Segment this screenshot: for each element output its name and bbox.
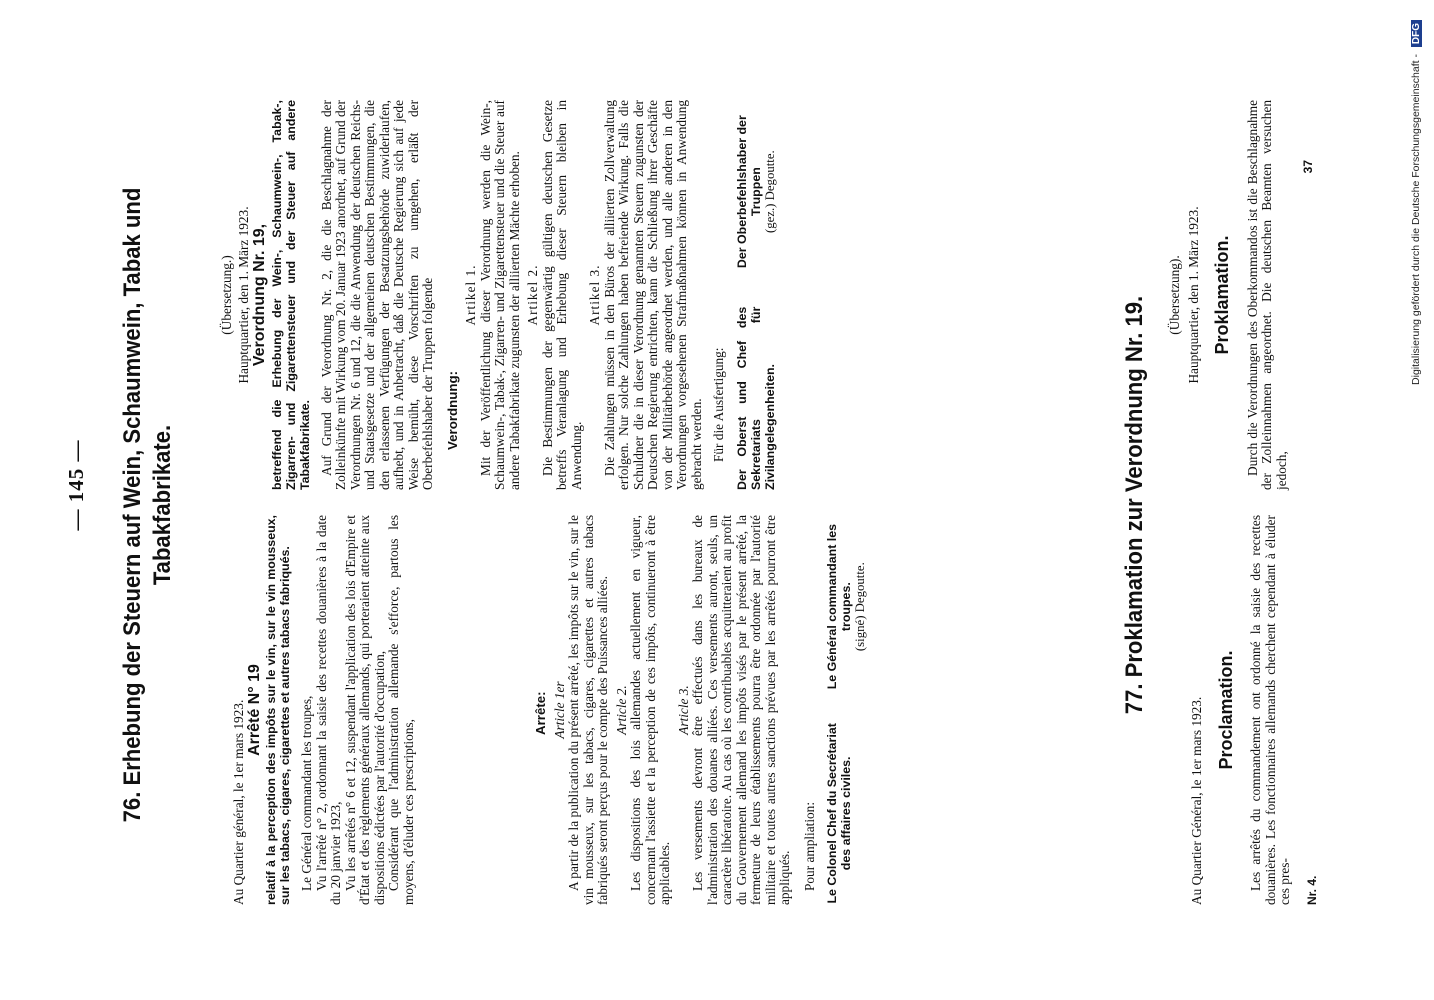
- fr-paragraph: Le Général commandant les troupes,: [299, 695, 314, 891]
- footer-right: 37: [1301, 160, 1315, 174]
- de-verordnung-label: Verordnung:: [444, 370, 460, 450]
- de-77-paragraph: Durch die Verordnungen des Oberkommandos ist die Beschlagnahme der Zolleinnahmen angeordnet. Die deutschen Beamten versuchen jedoch,: [1244, 100, 1289, 490]
- section-76-title: 76. Erhebung der Steuern auf Wein, Schaumwein, Tabak und Tabakfabrikate.: [119, 187, 176, 823]
- fr-article-1-text: A partir de la publication du présent arrêté, les impôts sur le vin, sur le vin mousseux, sur les tabacs, cigares, cigarettes et autres tabacs fabriqués seront perçus pour le compte des Puissances alliées.: [566, 515, 610, 905]
- section-77-german-column: [1168, 100, 1316, 490]
- section-77-french-column: [1168, 515, 1319, 905]
- fr-signature-left: Le Colonel Chef du Secrétariat des affaires civiles.: [825, 723, 853, 904]
- fr-article-1-title: Article 1er: [551, 681, 567, 739]
- digitization-credit: [1410, 20, 1422, 980]
- de-77-hq-date: Hauptquartier, den 1. März 1923.: [1185, 206, 1201, 384]
- de-77-translation-note: (Übersetzung).: [1167, 255, 1182, 335]
- de-signature-right: [735, 100, 777, 283]
- fr-subject: relatif à la perception des impôts sur le vin, sur le vin mousseux, sur les tabacs, cigares, cigarettes et autres tabacs fabriqués.: [264, 515, 292, 905]
- de-paragraph: Auf Grund der Verordnung Nr. 2, die die Beschlagnahme der Zolleinkünfte mit Wirkung vom 20. Januar 1923 anordnet, auf Grund der Verordnungen Nr. 6 und 12, die die Anwendung der deutschen Reichs- und Staatsgesetze und der allgemeinen deutschen Bestimmungen, die den erlassenen Verfügungen der Besatzungsbehörde zuwiderlaufen, aufhebt, und in Anbetracht, daß die Deutsche Regierung sich auf jede Weise bemüht, diese Vorschriften zu umgehen, erläßt der Oberbefehlshaber der Truppen folgende: [318, 100, 435, 490]
- credit-text: Digitalisierung gefördert durch die Deutsche Forschungsgemeinschaft -: [1410, 54, 1422, 385]
- fr-proclamation-heading: Proclamation.: [1215, 650, 1236, 770]
- fr-hq-date: Au Quartier général, le 1er mars 1923.: [231, 699, 246, 905]
- section-76-french-column: [220, 515, 867, 905]
- de-article-1-title: Artikel 1.: [463, 264, 478, 326]
- de-article-3-text: Die Zahlungen müssen in den Büros der alliierten Zollverwaltung erfolgen. Nur solche Zahlungen haben befreiende Wirkung. Falls die Schuldner die in dieser Verordnung genannten Steuern zugunsten der Deutschen Regierung entrichten, kann die Schließung ihrer Geschäfte von der Militärbehörde angeordnet werden, und alle anderen in den Verordnungen vorgesehenen Strafmaßnahmen können in Anwendung gebracht werden.: [601, 100, 704, 490]
- de-proklamation-heading: Proklamation.: [1212, 235, 1232, 355]
- fr-article-2-title: Article 2.: [613, 685, 629, 735]
- de-signature-commander: Der Oberbefehlshaber der Truppen: [734, 115, 763, 269]
- fr-77-hq-date: Au Quartier Général, le 1er mars 1923.: [1189, 696, 1204, 905]
- de-signature-left: Der Oberst und Chef des Sekretariats für Zivilangelegenheiten.: [734, 306, 777, 490]
- de-ausfertigung: Für die Ausfertigung:: [711, 347, 726, 462]
- fr-paragraph: Vu les arrêtés n° 6 et 12, suspendant l'application des lois d'Empire et d'État et des règlements généraux allemands, qui porteraient atteinte aux dispositions édictées par l'autorité d'occupation,: [342, 515, 387, 905]
- dfg-logo: DFG: [1411, 20, 1422, 47]
- de-article-2-title: Artikel 2.: [525, 264, 540, 326]
- section-77-title: 77. Proklamation zur Verordnung Nr. 19.: [1121, 295, 1148, 715]
- de-verordnung-number: Verordnung Nr. 19,: [251, 223, 268, 367]
- de-hq-date: Hauptquartier, den 1. März 1923.: [235, 206, 251, 384]
- section-76-german-column: [220, 100, 777, 490]
- fr-article-3-title: Article 3.: [675, 685, 691, 735]
- fr-signature-commander: Le Général commandant les troupes.: [825, 524, 853, 690]
- de-signature-name: (gez.) Degoutte.: [762, 150, 777, 234]
- de-article-1-text: Mit der Veröffentlichung dieser Verordnung werden die Wein-, Schaumwein-, Tabak-, Zigarren- und Zigarettensteuer und die Steuer auf andere Tabakfabrikate zugunsten der alliierten Mächte erhoben.: [477, 100, 522, 490]
- fr-ampliation: Pour ampliation:: [801, 801, 817, 891]
- fr-article-3-text: Les versements devront être effectués dans les bureaux de l'administration des douanes alliées. Ces versements auront, seuls, un caractère libératoire. Au cas où les contribuables acquitteraient au profit du Gouvernement allemand les impôts visés par le présent arrêté, la fermeture de leurs établissements pourra être ordonnée par l'autorité militaire et toutes autres sanctions prévues par les arrêtés pourront être appliqués.: [690, 515, 792, 905]
- fr-article-2-text: Les dispositions des lois allemandes actuellement en vigueur, concernant l'assiette et la perception de ces impôts, continueront à être applicables.: [628, 515, 672, 905]
- de-article-3-title: Artikel 3.: [587, 264, 602, 326]
- de-signature-block: [735, 100, 777, 490]
- page-number: — 145 —: [64, 439, 88, 531]
- de-subject: betreffend die Erhebung der Wein-, Schaumwein-, Tabak-, Zigarren- und Zigarettensteuer und der Steuer auf andere Tabakfabrikate.: [269, 100, 312, 490]
- fr-arrete-number: Arrêté N° 19: [245, 664, 263, 756]
- fr-signature-name: (signé) Degoutte.: [853, 562, 867, 652]
- fr-signature-block: [825, 515, 867, 905]
- de-article-2-text: Die Bestimmungen der gegenwärtig gültigen deutschen Gesetze betreffs Veranlagung und Erhebung dieser Steuern bleiben in Anwendung.: [539, 100, 584, 490]
- de-translation-note: (Übersetzung.): [219, 255, 234, 335]
- fr-signature-right: [825, 515, 867, 698]
- fr-77-paragraph: Les arrêtés du commandement ont ordonné la saisie des recettes douanières. Les fonctionnaires allemands cherchent cependant à éluder ces pres-: [1248, 515, 1292, 905]
- footer-left: Nr. 4.: [1304, 875, 1319, 905]
- fr-paragraph: Considérant que l'administration allemande s'efforce, partous les moyens, d'éluder ces prescriptions,: [386, 515, 416, 905]
- fr-paragraph: Vu l'arrêté n° 2, ordonnant la saisie des recettes douanières à la date du 20 janvier 1923,: [313, 515, 343, 905]
- fr-arrete-label: Arrête:: [533, 691, 548, 735]
